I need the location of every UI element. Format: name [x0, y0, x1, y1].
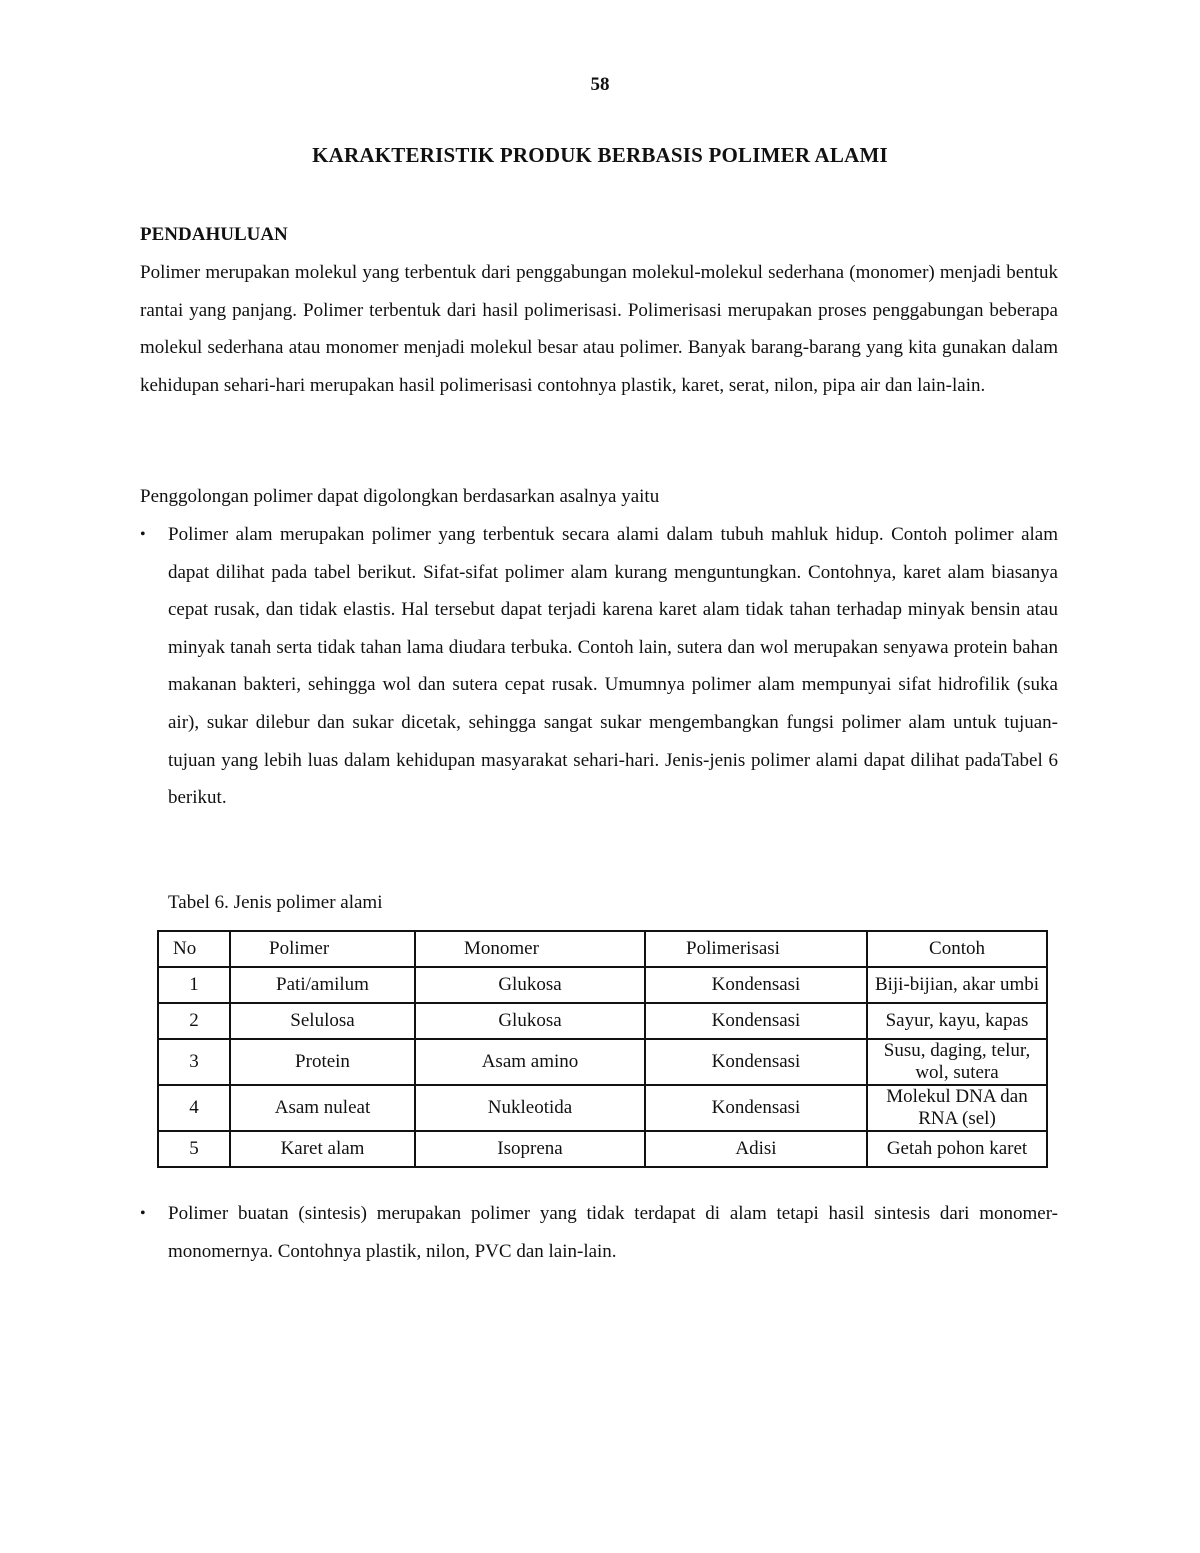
bullet-text: Polimer buatan (sintesis) merupakan polimer yang tidak terdapat di alam tetapi hasil sintesis dari monomer-monomernya. Contohnya plastik, nilon, PVC dan lain-lain.	[168, 1203, 1058, 1262]
table-cell: Isoprena	[415, 1131, 645, 1167]
bullet-item-synthetic-polymer	[140, 1195, 1058, 1270]
table-cell: Biji-bijian, akar umbi	[867, 967, 1047, 1003]
table-cell: Kondensasi	[645, 1003, 867, 1039]
section-heading: PENDAHULUAN	[140, 224, 288, 245]
table-row	[158, 1131, 1047, 1167]
table-caption: Tabel 6. Jenis polimer alami	[168, 892, 383, 913]
table-row	[158, 967, 1047, 1003]
table-cell: Pati/amilum	[230, 967, 415, 1003]
table-cell: Karet alam	[230, 1131, 415, 1167]
document-title: KARAKTERISTIK PRODUK BERBASIS POLIMER ALAMI	[312, 143, 888, 167]
table-header-cell: No	[158, 931, 230, 967]
lead-sentence: Penggolongan polimer dapat digolongkan berdasarkan asalnya yaitu	[140, 486, 660, 507]
bullet-text: Polimer alam merupakan polimer yang terbentuk secara alami dalam tubuh mahluk hidup. Contoh polimer alam dapat dilihat pada tabel berikut. Sifat-sifat polimer alam kurang menguntungkan. Contohnya, karet alam biasanya cepat rusak, dan tidak elastis. Hal tersebut dapat terjadi karena karet alam tidak tahan terhadap minyak bensin atau minyak tanah serta tidak tahan lama diudara terbuka. Contoh lain, sutera dan wol merupakan senyawa protein bahan makanan bakteri, sehingga wol dan sutera cepat rusak. Umumnya polimer alam mempunyai sifat hidrofilik (suka air), sukar dilebur dan sukar dicetak, sehingga sangat sukar mengembangkan fungsi polimer alam untuk tujuan-tujuan yang lebih luas dalam kehidupan masyarakat sehari-hari. Jenis-jenis polimer alami dapat dilihat padaTabel 6 berikut.	[168, 524, 1058, 809]
table-header-cell: Polimer	[230, 931, 415, 967]
table-cell: Getah pohon karet	[867, 1131, 1047, 1167]
table-cell: Glukosa	[415, 1003, 645, 1039]
table-cell: 1	[158, 967, 230, 1003]
table-cell: Sayur, kayu, kapas	[867, 1003, 1047, 1039]
table-cell: Kondensasi	[645, 1039, 867, 1085]
table-cell: Susu, daging, telur, wol, sutera	[867, 1039, 1047, 1085]
table-cell: Adisi	[645, 1131, 867, 1167]
bullet-icon: •	[140, 1205, 146, 1222]
table-cell: 5	[158, 1131, 230, 1167]
intro-paragraph: Polimer merupakan molekul yang terbentuk dari penggabungan molekul-molekul sederhana (monomer) menjadi bentuk rantai yang panjang. Polimer terbentuk dari hasil polimerisasi. Polimerisasi merupakan proses penggabungan beberapa molekul sederhana atau monomer menjadi molekul besar atau polimer. Banyak barang-barang yang kita gunakan dalam kehidupan sehari-hari merupakan hasil polimerisasi contohnya plastik, karet, serat, nilon, pipa air dan lain-lain.	[140, 262, 1058, 396]
table-header-cell: Polimerisasi	[645, 931, 867, 967]
table-cell: Glukosa	[415, 967, 645, 1003]
table-cell: 2	[158, 1003, 230, 1039]
table-cell: 3	[158, 1039, 230, 1085]
table-header-cell: Monomer	[415, 931, 645, 967]
table-cell: Kondensasi	[645, 1085, 867, 1131]
bullet-icon: •	[140, 526, 146, 543]
table-cell: Asam amino	[415, 1039, 645, 1085]
table-row	[158, 1085, 1047, 1131]
table-row	[158, 1039, 1047, 1085]
page-number: 58	[590, 74, 610, 95]
table-cell: Protein	[230, 1039, 415, 1085]
table-header-row	[158, 931, 1047, 967]
table-cell: Kondensasi	[645, 967, 867, 1003]
table-cell: Molekul DNA dan RNA (sel)	[867, 1085, 1047, 1131]
bullet-item-natural-polymer	[140, 516, 1058, 817]
table-header-cell: Contoh	[867, 931, 1047, 967]
table-cell: Selulosa	[230, 1003, 415, 1039]
table-cell: Nukleotida	[415, 1085, 645, 1131]
table-cell: Asam nuleat	[230, 1085, 415, 1131]
table-cell: 4	[158, 1085, 230, 1131]
polymer-table	[157, 930, 1048, 1168]
table-row	[158, 1003, 1047, 1039]
